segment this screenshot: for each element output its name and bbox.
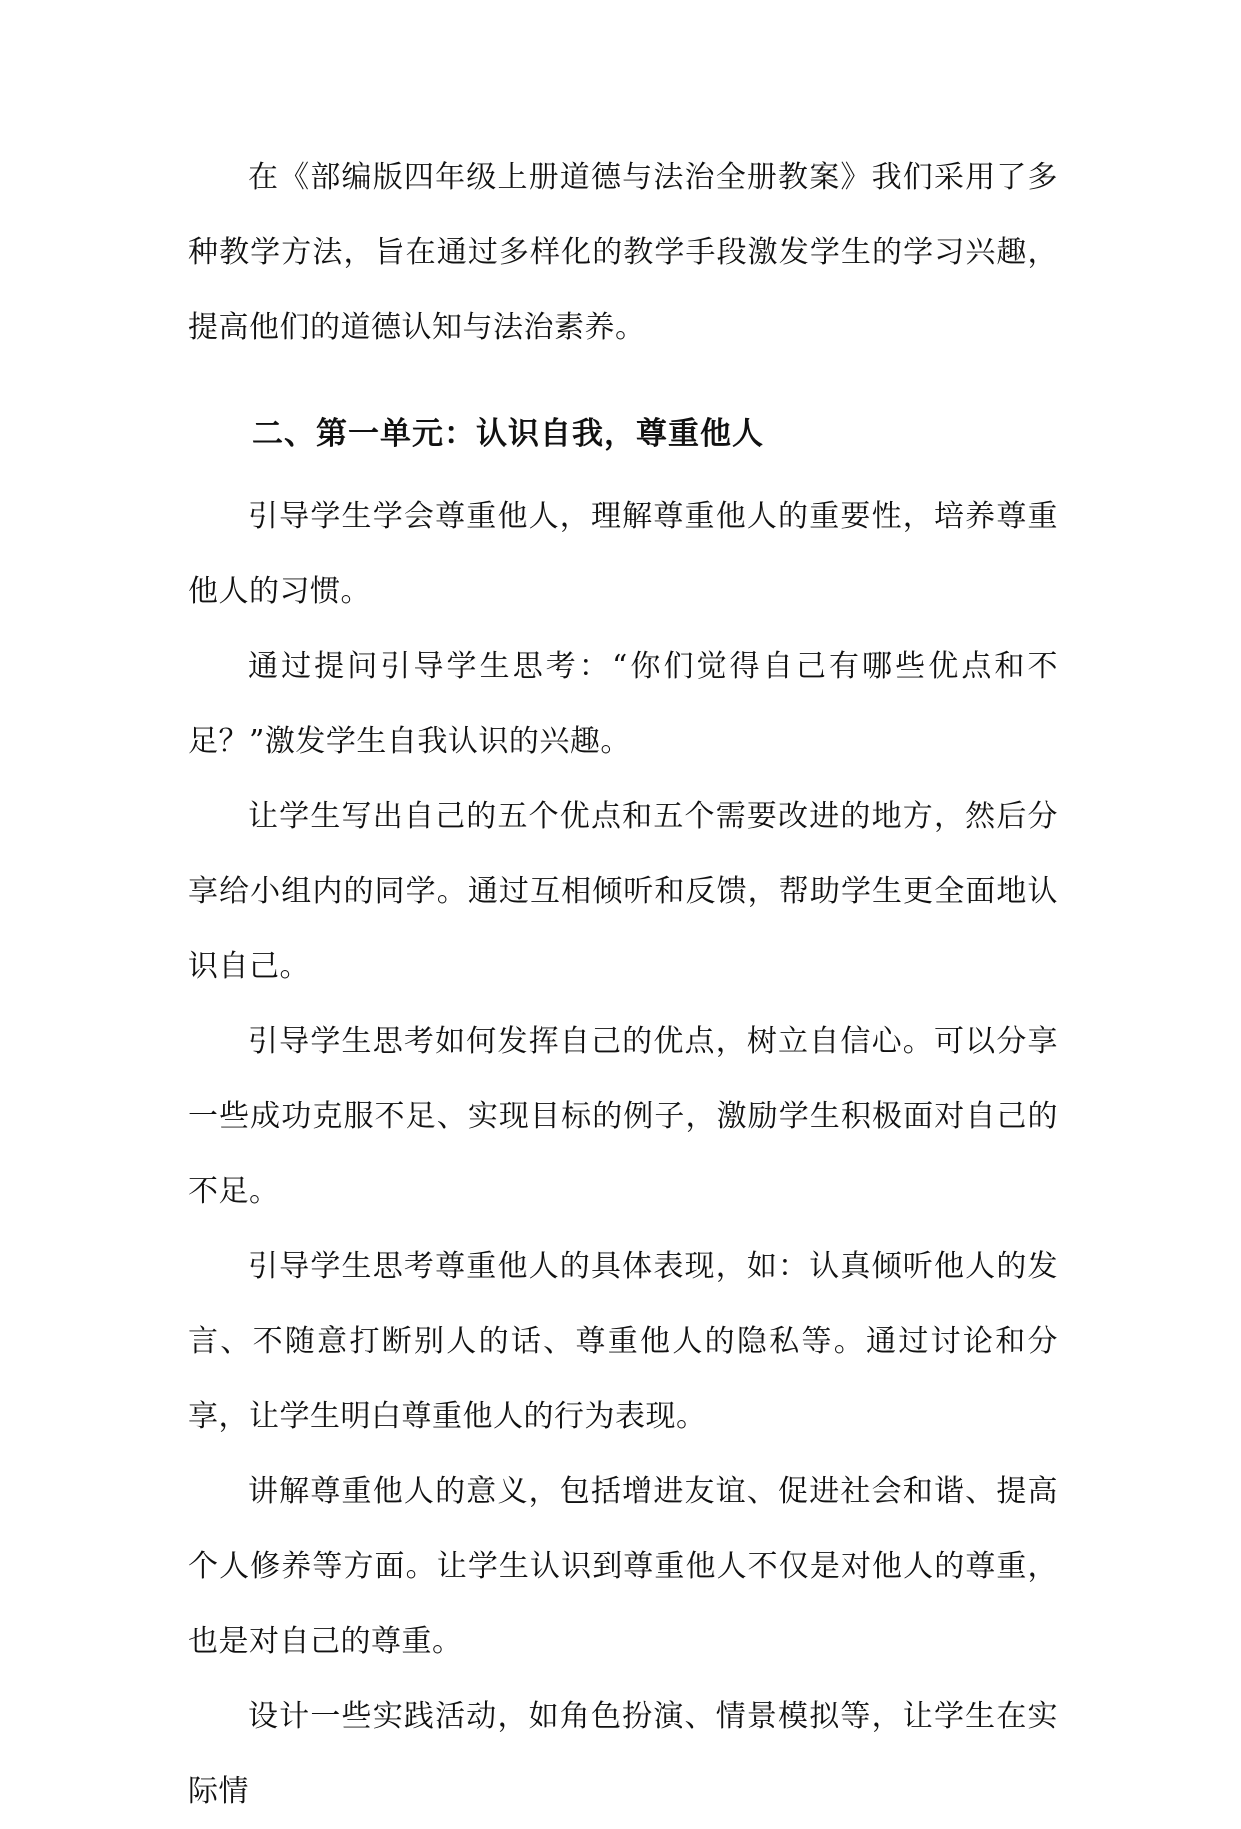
body-paragraph-6: 讲解尊重他人的意义，包括增进友谊、促进社会和谐、提高个人修养等方面。让学生认识到尊重他人不仅是对他人的尊重，也是对自己的尊重。 — [188, 1474, 1058, 1659]
body-paragraph-3: 让学生写出自己的五个优点和五个需要改进的地方，然后分享给小组内的同学。通过互相倾听和反馈，帮助学生更全面地认识自己。 — [188, 799, 1058, 984]
page-content — [188, 140, 1058, 1829]
body-paragraph-4: 引导学生思考如何发挥自己的优点，树立自信心。可以分享一些成功克服不足、实现目标的例子，激励学生积极面对自己的不足。 — [188, 1024, 1058, 1209]
body-paragraph-5: 引导学生思考尊重他人的具体表现，如：认真倾听他人的发言、不随意打断别人的话、尊重他人的隐私等。通过讨论和分享，让学生明白尊重他人的行为表现。 — [188, 1249, 1058, 1434]
body-paragraph-2: 通过提问引导学生思考：“你们觉得自己有哪些优点和不足？”激发学生自我认识的兴趣。 — [188, 649, 1058, 759]
body-paragraph-1: 引导学生学会尊重他人，理解尊重他人的重要性，培养尊重他人的习惯。 — [188, 499, 1058, 609]
body-paragraph-7: 设计一些实践活动，如角色扮演、情景模拟等，让学生在实际情 — [188, 1699, 1058, 1809]
intro-paragraph: 在《部编版四年级上册道德与法治全册教案》我们采用了多种教学方法，旨在通过多样化的教学手段激发学生的学习兴趣，提高他们的道德认知与法治素养。 — [188, 160, 1058, 345]
section-heading: 二、第一单元：认识自我，尊重他人 — [252, 416, 764, 452]
